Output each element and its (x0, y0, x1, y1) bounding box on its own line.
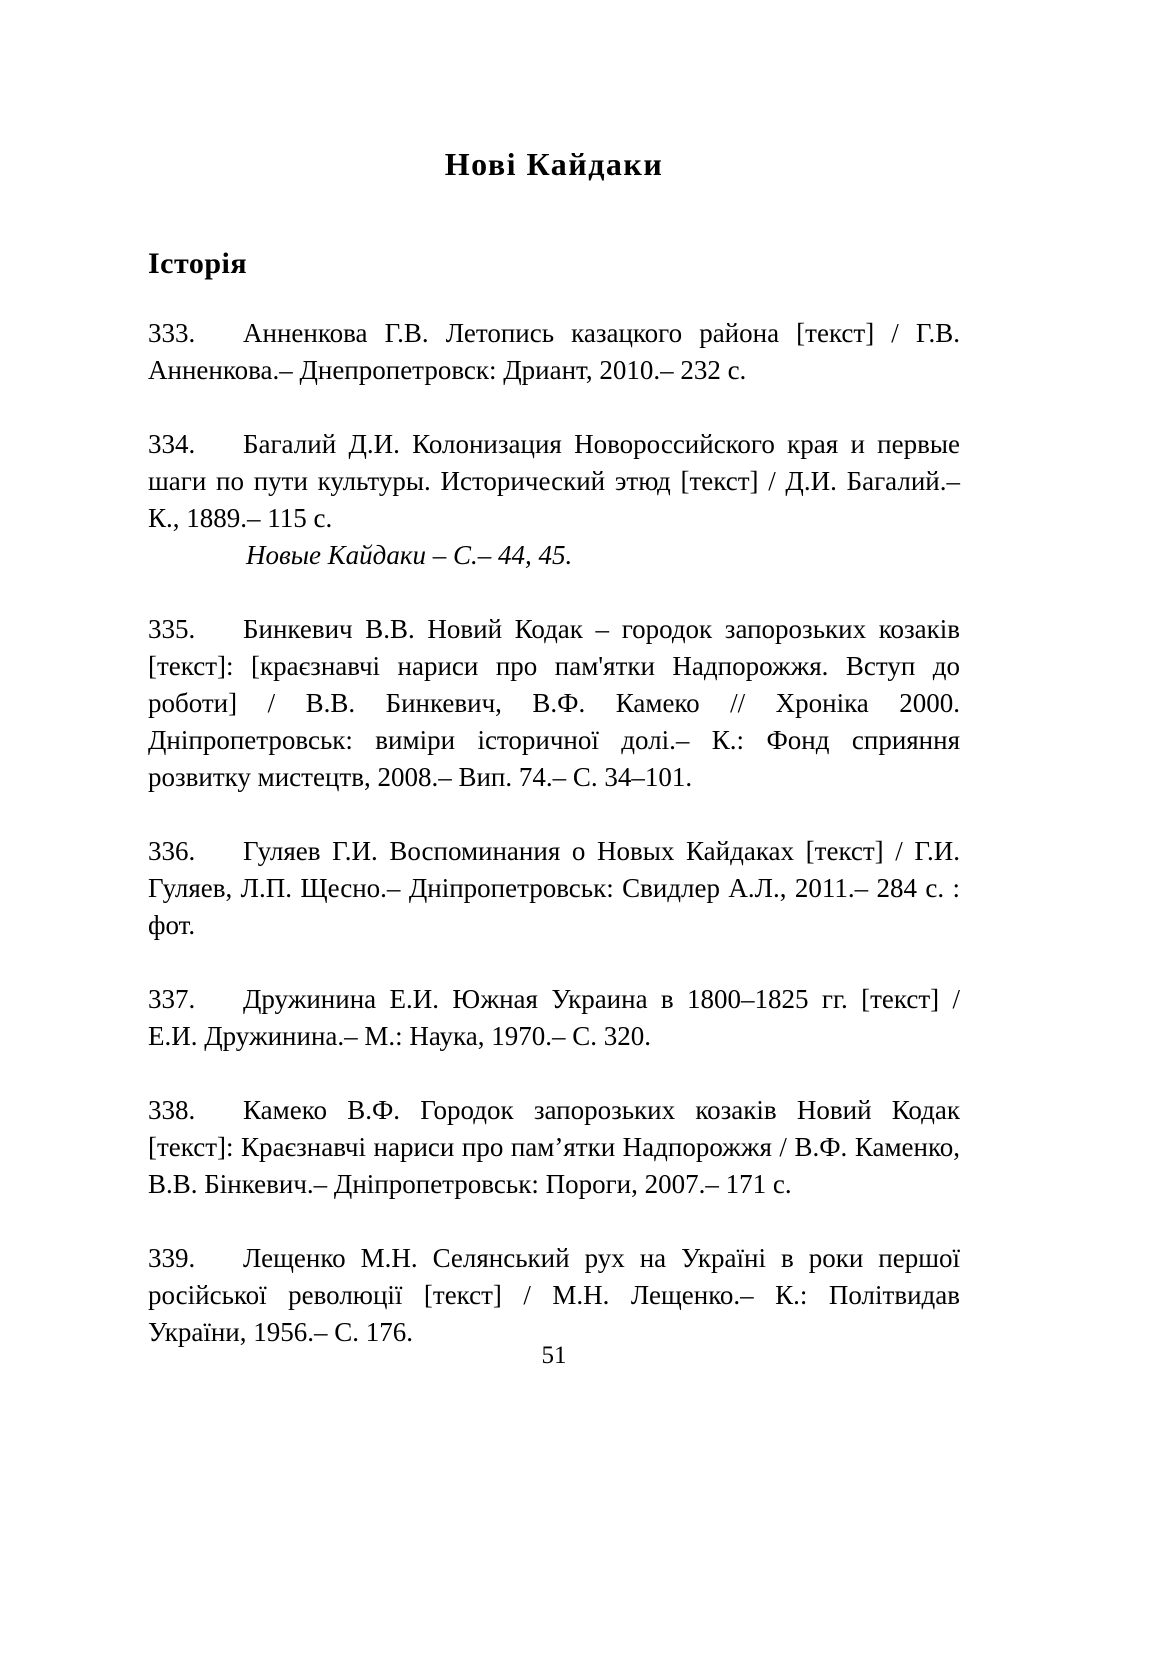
entry-paragraph (148, 981, 960, 1055)
entry-paragraph (148, 1240, 960, 1351)
entry-number: 333. (148, 318, 196, 348)
bibliography-list (148, 315, 960, 1351)
entry-text: Бинкевич В.В. Новий Кодак – городок запорозьких козаків [текст]: [краєзнавчі нариси про пам'ятки Надпорожжя. Вступ до роботи] / В.В. Бинкевич, В.Ф. Камеко // Хроніка 2000. Дніпропетровськ: виміри історичної долі.– К.: Фонд сприяння розвитку мистецтв, 2008.– Вип. 74.– С. 34–101. (148, 614, 960, 792)
section-heading: Історія (148, 247, 248, 280)
bibliography-entry (148, 315, 960, 389)
entry-text: Камеко В.Ф. Городок запорозьких козаків Новий Кодак [текст]: Краєзнавчі нариси про пам’ятки Надпорожжя / В.Ф. Каменко, В.В. Бінкевич.– Дніпропетровськ: Пороги, 2007.– 171 с. (148, 1095, 960, 1199)
page-title: Нові Кайдаки (444, 146, 664, 182)
entry-number: 338. (148, 1095, 196, 1125)
entry-paragraph (148, 426, 960, 537)
entry-paragraph (148, 611, 960, 796)
entry-number: 337. (148, 984, 196, 1014)
bibliography-entry (148, 1240, 960, 1351)
bibliography-entry (148, 426, 960, 574)
entry-number: 336. (148, 836, 196, 866)
entry-paragraph (148, 833, 960, 944)
page-number: 51 (541, 1342, 567, 1369)
entry-paragraph (148, 315, 960, 389)
entry-text: Анненкова Г.В. Летопись казацкого района [текст] / Г.В. Анненкова.– Днепропетровск: Дриант, 2010.– 232 с. (148, 318, 960, 385)
bibliography-entry (148, 833, 960, 944)
bibliography-entry (148, 981, 960, 1055)
bibliography-entry (148, 611, 960, 796)
page-content (148, 146, 960, 1388)
entry-number: 335. (148, 614, 196, 644)
entry-note: Новые Кайдаки – С.– 44, 45. (246, 540, 573, 570)
bibliography-entry (148, 1092, 960, 1203)
entry-text: Гуляев Г.И. Воспоминания о Новых Кайдаках [текст] / Г.И. Гуляев, Л.П. Щесно.– Дніпропетровськ: Свидлер А.Л., 2011.– 284 с. : фот. (148, 836, 960, 940)
entry-paragraph (148, 1092, 960, 1203)
entry-number: 334. (148, 429, 196, 459)
entry-number: 339. (148, 1243, 196, 1273)
entry-text: Багалий Д.И. Колонизация Новороссийского края и первые шаги по пути культуры. Исторический этюд [текст] / Д.И. Багалий.– К., 1889.– 115 с. (148, 429, 960, 533)
entry-text: Дружинина Е.И. Южная Украина в 1800–1825 гг. [текст] / Е.И. Дружинина.– М.: Наука, 1970.– С. 320. (148, 984, 960, 1051)
entry-text: Лещенко М.Н. Селянський рух на Україні в роки першої російської революції [текст] / М.Н. Лещенко.– К.: Політвидав України, 1956.– С. 176. (148, 1243, 960, 1347)
